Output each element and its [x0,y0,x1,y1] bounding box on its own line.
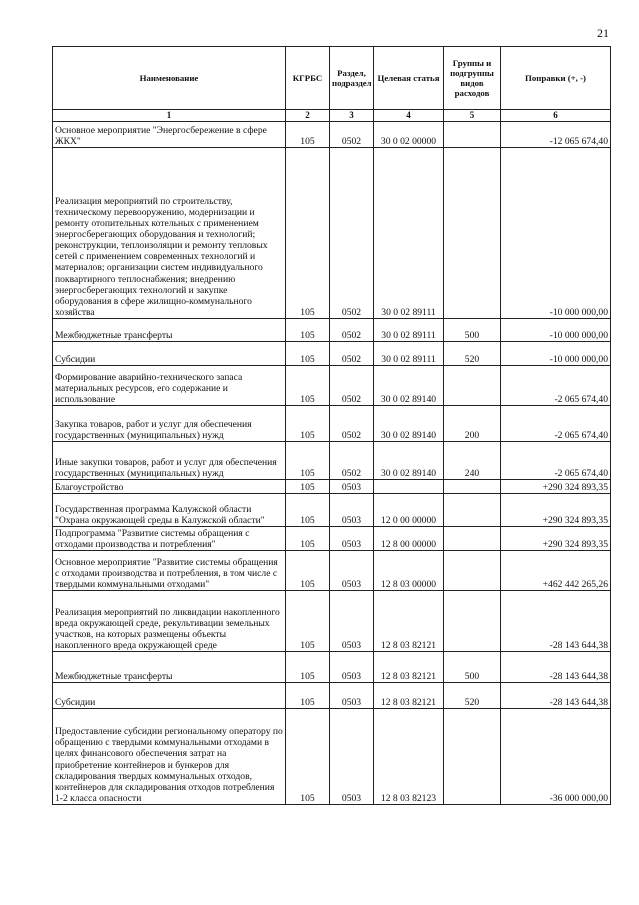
row-group [444,709,501,805]
row-group: 240 [444,442,501,480]
header-target: Целевая статья [374,47,444,110]
table-row [53,591,611,652]
row-target: 30 0 02 89111 [374,148,444,319]
table-row [53,442,611,480]
row-section: 0503 [330,480,374,494]
column-number: 1 [53,110,286,122]
table-row [53,122,611,148]
row-target: 12 0 00 00000 [374,494,444,527]
table-row [53,683,611,709]
row-target: 12 8 03 82121 [374,652,444,683]
column-number: 6 [501,110,611,122]
column-number: 2 [286,110,330,122]
row-group [444,480,501,494]
row-amount: -2 065 674,40 [501,442,611,480]
row-group [444,122,501,148]
row-amount: +290 324 893,35 [501,527,611,551]
row-name: Основное мероприятие "Развитие системы обращения с отходами производства и потребления, в том числе с твердыми коммунальными отходами" [53,551,286,591]
row-section: 0502 [330,342,374,366]
row-target: 12 8 03 82121 [374,683,444,709]
row-target: 30 0 02 89111 [374,319,444,342]
table-row [53,527,611,551]
row-section: 0502 [330,319,374,342]
row-target [374,480,444,494]
row-section: 0502 [330,442,374,480]
row-group [444,366,501,406]
row-name: Закупка товаров, работ и услуг для обеспечения государственных (муниципальных) нужд [53,406,286,442]
row-section: 0502 [330,122,374,148]
row-target: 12 8 03 82121 [374,591,444,652]
table-row [53,709,611,805]
row-group [444,527,501,551]
row-kgrbs: 105 [286,683,330,709]
row-section: 0503 [330,551,374,591]
row-kgrbs: 105 [286,148,330,319]
row-section: 0502 [330,366,374,406]
row-name: Подпрограмма "Развитие системы обращения с отходами производства и потребления" [53,527,286,551]
row-kgrbs: 105 [286,342,330,366]
row-section: 0503 [330,494,374,527]
row-name: Благоустройство [53,480,286,494]
row-amount: -28 143 644,38 [501,683,611,709]
row-section: 0503 [330,652,374,683]
table-row [53,494,611,527]
table-row [53,319,611,342]
row-kgrbs: 105 [286,494,330,527]
row-name: Формирование аварийно-технического запаса материальных ресурсов, его содержание и использование [53,366,286,406]
row-kgrbs: 105 [286,319,330,342]
header-name: Наименование [53,47,286,110]
column-number: 3 [330,110,374,122]
row-group: 500 [444,652,501,683]
row-kgrbs: 105 [286,366,330,406]
budget-table [52,46,611,805]
header-section: Раздел, подраздел [330,47,374,110]
row-name: Межбюджетные трансферты [53,652,286,683]
row-amount: +290 324 893,35 [501,480,611,494]
header-kgrbs: КГРБС [286,47,330,110]
page-number: 21 [597,26,609,40]
column-number: 4 [374,110,444,122]
row-amount: -10 000 000,00 [501,342,611,366]
row-section: 0503 [330,709,374,805]
row-group: 200 [444,406,501,442]
row-group [444,591,501,652]
row-group: 500 [444,319,501,342]
row-amount: -28 143 644,38 [501,591,611,652]
row-amount: +462 442 265,26 [501,551,611,591]
table-row [53,406,611,442]
row-name: Реализация мероприятий по строительству, техническому перевооружению, модернизации и ремонту отопительных котельных с применением энергосберегающих оборудования и технологий; реконструкции, теплоизоляции и ремонту тепловых сетей с применением современных технологий и материалов; организации систем индивидуального поквартирного теплоснабжения; внедрению энергосберегающих технологий и закупке оборудования в сфере жилищно-коммунального хозяйства [53,148,286,319]
table-row [53,480,611,494]
row-amount: -36 000 000,00 [501,709,611,805]
row-kgrbs: 105 [286,406,330,442]
header-row [53,47,611,110]
row-kgrbs: 105 [286,527,330,551]
row-target: 12 8 00 00000 [374,527,444,551]
row-name: Иные закупки товаров, работ и услуг для обеспечения государственных (муниципальных) нужд [53,442,286,480]
row-group: 520 [444,342,501,366]
row-kgrbs: 105 [286,652,330,683]
row-amount: +290 324 893,35 [501,494,611,527]
row-amount: -10 000 000,00 [501,319,611,342]
column-number: 5 [444,110,501,122]
table-row [53,148,611,319]
row-name: Государственная программа Калужской области "Охрана окружающей среды в Калужской области" [53,494,286,527]
table-row [53,342,611,366]
row-name: Основное мероприятие "Энергосбережение в сфере ЖКХ" [53,122,286,148]
row-amount: -10 000 000,00 [501,148,611,319]
row-group: 520 [444,683,501,709]
row-target: 30 0 02 89140 [374,366,444,406]
row-amount: -12 065 674,40 [501,122,611,148]
row-kgrbs: 105 [286,442,330,480]
row-group [444,551,501,591]
row-kgrbs: 105 [286,480,330,494]
row-kgrbs: 105 [286,709,330,805]
row-target: 12 8 03 00000 [374,551,444,591]
row-target: 30 0 02 00000 [374,122,444,148]
row-group [444,494,501,527]
row-name: Предоставление субсидии региональному оператору по обращению с твердыми коммунальными отходами в целях финансового обеспечения затрат на приобретение контейнеров и бункеров для складирования твердых коммунальных отходов, контейнеров для складирования отходов потребления 1-2 класса опасности [53,709,286,805]
row-name: Субсидии [53,342,286,366]
row-amount: -28 143 644,38 [501,652,611,683]
row-name: Межбюджетные трансферты [53,319,286,342]
row-target: 30 0 02 89111 [374,342,444,366]
column-number-row [53,110,611,122]
row-kgrbs: 105 [286,591,330,652]
header-amendments: Поправки (+, -) [501,47,611,110]
row-section: 0502 [330,406,374,442]
row-kgrbs: 105 [286,551,330,591]
row-name: Субсидии [53,683,286,709]
table-row [53,366,611,406]
row-amount: -2 065 674,40 [501,366,611,406]
row-section: 0503 [330,683,374,709]
row-name: Реализация мероприятий по ликвидации накопленного вреда окружающей среде, рекультивации земельных участков, на которых размещены объекты накопленного вреда окружающей среде [53,591,286,652]
table-row [53,551,611,591]
row-section: 0503 [330,527,374,551]
table-row [53,652,611,683]
row-target: 30 0 02 89140 [374,442,444,480]
row-amount: -2 065 674,40 [501,406,611,442]
row-section: 0502 [330,148,374,319]
row-target: 30 0 02 89140 [374,406,444,442]
header-groups: Группы и подгруппы видов расходов [444,47,501,110]
row-kgrbs: 105 [286,122,330,148]
row-target: 12 8 03 82123 [374,709,444,805]
row-group [444,148,501,319]
row-section: 0503 [330,591,374,652]
